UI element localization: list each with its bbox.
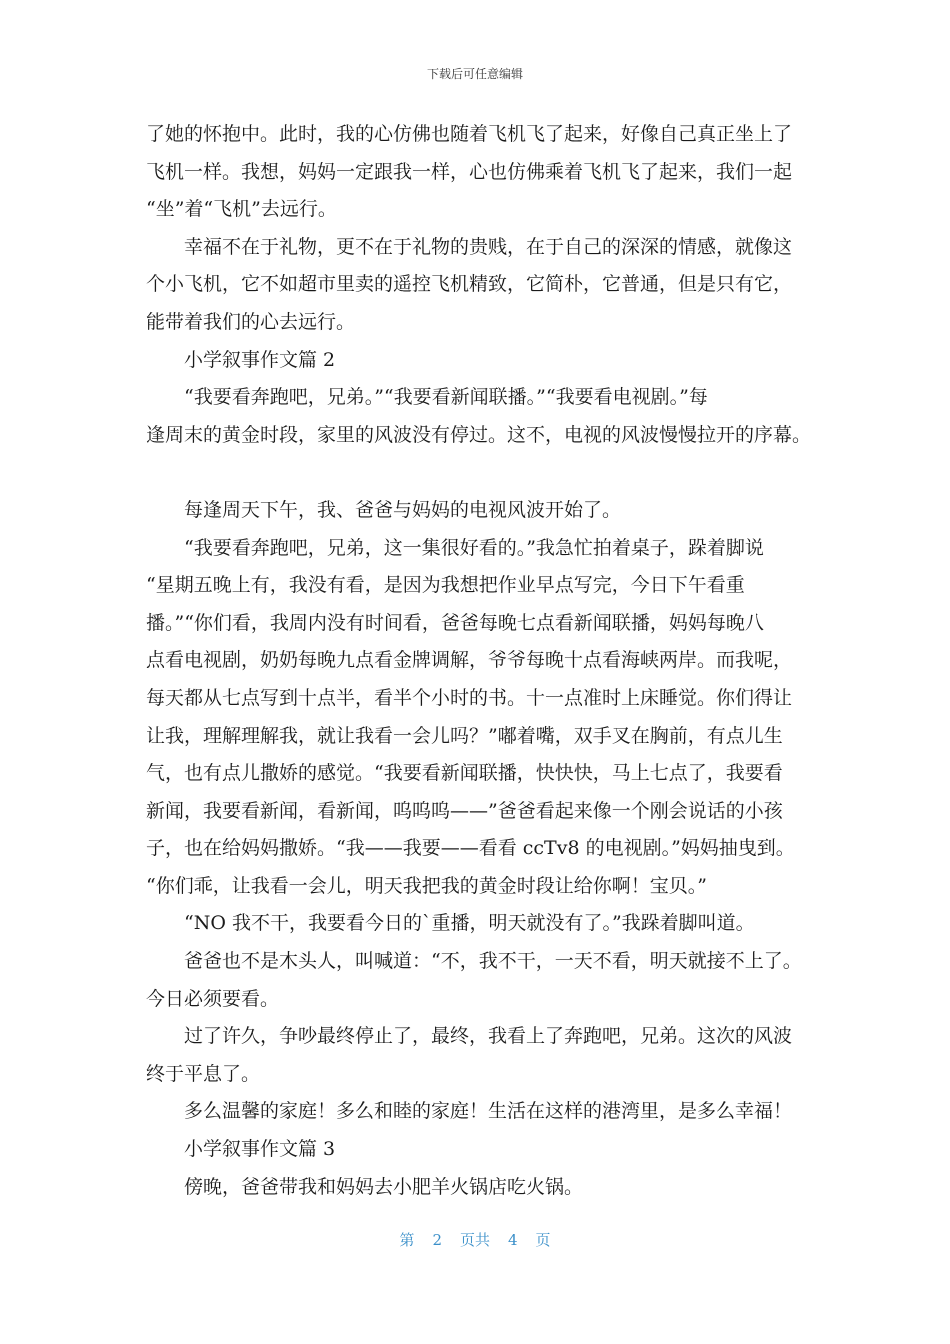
text-line: 了她的怀抱中。此时，我的心仿佛也随着飞机飞了起来，好像自己真正坐上了 xyxy=(146,123,793,145)
text-line: 傍晚，爸爸带我和妈妈去小肥羊火锅店吃火锅。 xyxy=(184,1175,584,1198)
document-body xyxy=(146,116,810,1206)
footer-middle: 页共 xyxy=(459,1231,490,1249)
footer-suffix: 页 xyxy=(535,1231,551,1249)
text-line: “坐”着“飞机”去远行。 xyxy=(146,198,337,221)
text-line: 飞机一样。我想，妈妈一定跟我一样，心也仿佛乘着飞机飞了起来，我们一起 xyxy=(146,160,793,183)
text-line: 小学叙事作文篇 2 xyxy=(184,348,336,371)
footer-prefix: 第 xyxy=(399,1231,415,1249)
footer-page-number: 2 xyxy=(432,1231,442,1249)
text-line: 能带着我们的心去远行。 xyxy=(146,310,356,333)
text-line: “你们乖，让我看一会儿，明天我把我的黄金时段让给你啊！宝贝。” xyxy=(146,874,707,897)
text-line: 幸福不在于礼物，更不在于礼物的贵贱，在于自己的深深的情感，就像这 xyxy=(184,235,793,258)
text-line: 小学叙事作文篇 3 xyxy=(184,1138,336,1161)
page-footer xyxy=(0,1230,950,1250)
text-line: 每天都从七点写到十点半，看半个小时的书。十一点准时上床睡觉。你们得让 xyxy=(146,686,793,709)
text-line: 爸爸也不是木头人，叫喊道：“不，我不干，一天不看，明天就接不上了。 xyxy=(184,950,802,973)
text-line: 新闻，我要看新闻，看新闻，呜呜呜——”爸爸看起来像一个刚会说话的小孩 xyxy=(146,799,783,822)
text-line: 多么温馨的家庭！多么和睦的家庭！生活在这样的港湾里，是多么幸福！ xyxy=(184,1100,793,1123)
text-line: “NO 我不干，我要看今日的`重播，明天就没有了。”我跺着脚叫道。 xyxy=(184,912,755,935)
text-line: 今日必须要看。 xyxy=(146,987,280,1010)
text-line: 子，也在给妈妈撒娇。“我——我要——看看 ccTv8 的电视剧。”妈妈抽曳到。 xyxy=(146,837,795,860)
text-line: 个小飞机，它不如超市里卖的遥控飞机精致，它简朴，它普通，但是只有它， xyxy=(146,273,793,296)
text-line: 逢周末的黄金时段，家里的风波没有停过。这不，电视的风波慢慢拉开的序幕。 xyxy=(146,423,812,446)
text-line: 让我，理解理解我，就让我看一会儿吗？”嘟着嘴，双手叉在胸前，有点儿生 xyxy=(146,724,783,747)
text-line: 终于平息了。 xyxy=(146,1062,261,1085)
page-header: 下载后可任意编辑 xyxy=(426,67,523,81)
text-line: “我要看奔跑吧，兄弟，这一集很好看的。”我急忙拍着桌子，跺着脚说 xyxy=(184,536,764,559)
text-line: 每逢周天下午，我、爸爸与妈妈的电视风波开始了。 xyxy=(184,498,622,521)
text-line: “我要看奔跑吧，兄弟。”“我要看新闻联播。”“我要看电视剧。”每 xyxy=(184,386,708,409)
text-line xyxy=(146,454,810,492)
text-line: 点看电视剧，奶奶每晚九点看金牌调解，爷爷每晚十点看海峡两岸。而我呢， xyxy=(146,649,793,672)
text-line: 过了许久，争吵最终停止了，最终，我看上了奔跑吧，兄弟。这次的风波 xyxy=(184,1025,793,1048)
text-line: 气，也有点儿撒娇的感觉。“我要看新闻联播，快快快，马上七点了，我要看 xyxy=(146,762,783,785)
text-line: 播。”“你们看，我周内没有时间看，爸爸每晚七点看新闻联播，妈妈每晚八 xyxy=(146,611,764,634)
footer-total-pages: 4 xyxy=(508,1231,518,1249)
text-line: “星期五晚上有，我没有看，是因为我想把作业早点写完，今日下午看重 xyxy=(146,574,745,597)
